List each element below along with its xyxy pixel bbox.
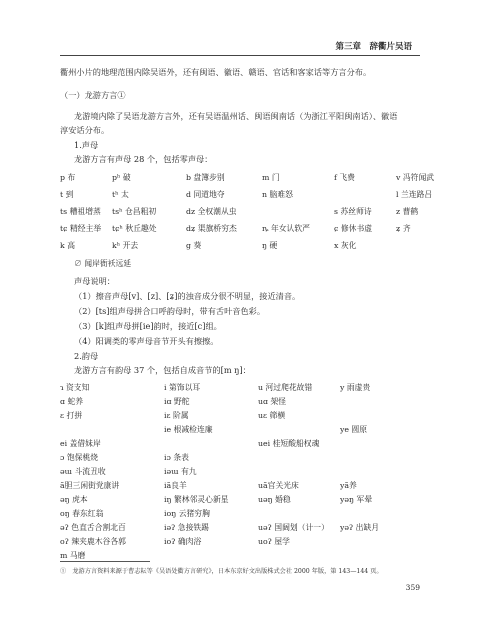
finals-cell: uəʔ 国阔划（计一） xyxy=(258,523,329,532)
initials-cell: l 兰连路吕 xyxy=(396,190,433,199)
footnote-rule xyxy=(60,561,150,562)
finals-cell: ɔ 饱保桃烧 xyxy=(60,453,99,462)
finals-cell: uɑ 架怪 xyxy=(258,397,287,406)
initials-cell: g 葵 xyxy=(186,241,202,250)
initials-note-4: （4）阳调类的零声母音节开头有擦擦。 xyxy=(74,336,219,346)
initials-cell: ts 糟祖增蒸 xyxy=(60,207,101,216)
initials-cell: m 门 xyxy=(262,173,280,182)
finals-cell: y 雨虚贵 xyxy=(340,383,371,392)
finals-cell: uəŋ 婚稳 xyxy=(258,495,291,504)
finals-intro: 龙游方言有韵母 37 个，包括自成音节的[m ŋ]： xyxy=(74,365,251,375)
initials-cell: t 到 xyxy=(60,190,74,199)
initials-intro: 龙游方言有声母 28 个，包括零声母： xyxy=(74,154,213,164)
initials-cell: p 布 xyxy=(60,173,76,182)
finals-cell: ã胆三闲街党康讲 xyxy=(60,481,120,490)
initials-cell: dz 全权潮从虫 xyxy=(186,207,237,216)
initials-cell: ɕ 修休书虚 xyxy=(334,224,373,233)
finals-cell: oŋ 春东红翁 xyxy=(60,509,104,518)
initials-cell: tʰ 太 xyxy=(112,190,129,199)
finals-cell: ie 根减检连廉 xyxy=(164,425,213,434)
header-rule xyxy=(60,55,420,56)
initials-heading: 1.声母 xyxy=(74,140,99,150)
initials-cell: kʰ 开去 xyxy=(112,241,139,250)
initials-cell: s 苏丝师诗 xyxy=(334,207,372,216)
finals-cell: iəɯ 有九 xyxy=(164,467,197,476)
finals-cell: uoʔ 屋学 xyxy=(258,537,290,546)
initials-cell: tsʰ 仓昌粗初 xyxy=(112,207,157,216)
section-title: （一）龙游方言① xyxy=(60,90,126,100)
finals-cell: əʔ 色直舌合割北百 xyxy=(60,523,126,532)
initials-notes-heading: 声母说明： xyxy=(74,276,115,286)
initials-cell: dʑ 渠旗桥穷杰 xyxy=(186,224,237,233)
footnote: ① 龙游方言资料来源于曹志耘等《吴语处衢方言研究》，日本东京好文出版株式会社 2000 年版，第 143—144 页。 xyxy=(60,568,383,575)
finals-cell: iəʔ 急接铁踢 xyxy=(164,523,209,532)
initials-cell: tɕʰ 秋丘趣处 xyxy=(112,224,157,233)
initials-cell: pʰ 破 xyxy=(112,173,131,182)
finals-cell: i 第饰以耳 xyxy=(164,383,201,392)
finals-cell: u 河过爬花故错 xyxy=(258,383,313,392)
running-header: 第三章 辞衢片吴语 xyxy=(335,42,412,52)
initials-cell: k 高 xyxy=(60,241,75,250)
finals-cell: yã养 xyxy=(340,481,357,490)
initials-cell: ȵ 年女认软严 xyxy=(262,224,310,233)
finals-cell: uã官关光床 xyxy=(258,481,299,490)
initials-cell: d 同道地夺 xyxy=(186,190,225,199)
finals-cell: yəŋ 军晕 xyxy=(340,495,373,504)
finals-cell: iŋ 繁林邻灵心新星 xyxy=(164,495,229,504)
finals-cell: əŋ 虎本 xyxy=(60,495,88,504)
initials-note-3: （3）[k]组声母拼[ie]韵时，接近[c]组。 xyxy=(74,321,222,331)
zero-initial: ∅ 闻岸衙袄远延 xyxy=(74,259,132,268)
initials-cell: ʑ 齐 xyxy=(396,224,411,233)
initials-cell: b 盘簿步别 xyxy=(186,173,225,182)
initials-cell: ŋ 硬 xyxy=(262,241,278,250)
initials-cell: v 冯符闻武 xyxy=(396,173,435,182)
finals-cell: iɑ 野舵 xyxy=(164,397,190,406)
initials-cell: z 曹鹤 xyxy=(396,207,419,216)
finals-cell: ioʔ 确肉浴 xyxy=(164,537,202,546)
finals-heading: 2.韵母 xyxy=(74,351,99,361)
initials-note-2: （2）[ts]组声母拼合口呼韵母时，带有舌叶音色彩。 xyxy=(74,306,266,316)
finals-cell: ioŋ 云猪穷胸 xyxy=(164,509,210,518)
initials-cell: n 脑难怒 xyxy=(262,190,293,199)
intro-paragraph: 衢州小片的地理范围内除吴语外，还有闽语、徽语、赣语、官话和客家话等方言分布。 xyxy=(60,67,372,77)
finals-cell: uei 桂短酸船权魂 xyxy=(258,439,320,448)
page-number: 359 xyxy=(405,583,420,592)
finals-cell: ɿ 资支知 xyxy=(60,383,90,392)
finals-cell: oʔ 辣夹鹿木谷各郭 xyxy=(60,537,126,546)
finals-cell: iɔ 条表 xyxy=(164,453,189,462)
finals-cell: əɯ 斗流丑收 xyxy=(60,467,106,476)
initials-note-1: （1）擦音声母[v]、[z]、[ʑ]的浊音成分很不明显，接近清音。 xyxy=(74,291,301,301)
section-paragraph-line-1: 龙游境内除了吴语龙游方言外，还有吴语温州话、闽语闽南话（为浙江平阳闽南话）、徽语 xyxy=(74,111,398,121)
finals-cell: ɑ 蛇养 xyxy=(60,397,84,406)
initials-cell: tɕ 精经主举 xyxy=(60,224,102,233)
section-paragraph-line-2: 淳安话分布。 xyxy=(60,125,110,135)
initials-cell: x 灰化 xyxy=(334,241,357,250)
finals-cell: yəʔ 出缺月 xyxy=(340,523,380,532)
finals-cell: iã良羊 xyxy=(164,481,187,490)
finals-cell: ɛ 打拼 xyxy=(60,411,83,420)
finals-cell: m 马磨 xyxy=(60,551,86,560)
finals-cell: iɛ 阶属 xyxy=(164,411,189,420)
finals-cell: uɛ 筛横 xyxy=(258,411,286,420)
finals-cell: ye 圆原 xyxy=(340,425,368,434)
finals-cell: ei 盖借妹岸 xyxy=(60,439,101,448)
initials-cell: f 飞费 xyxy=(334,173,355,182)
